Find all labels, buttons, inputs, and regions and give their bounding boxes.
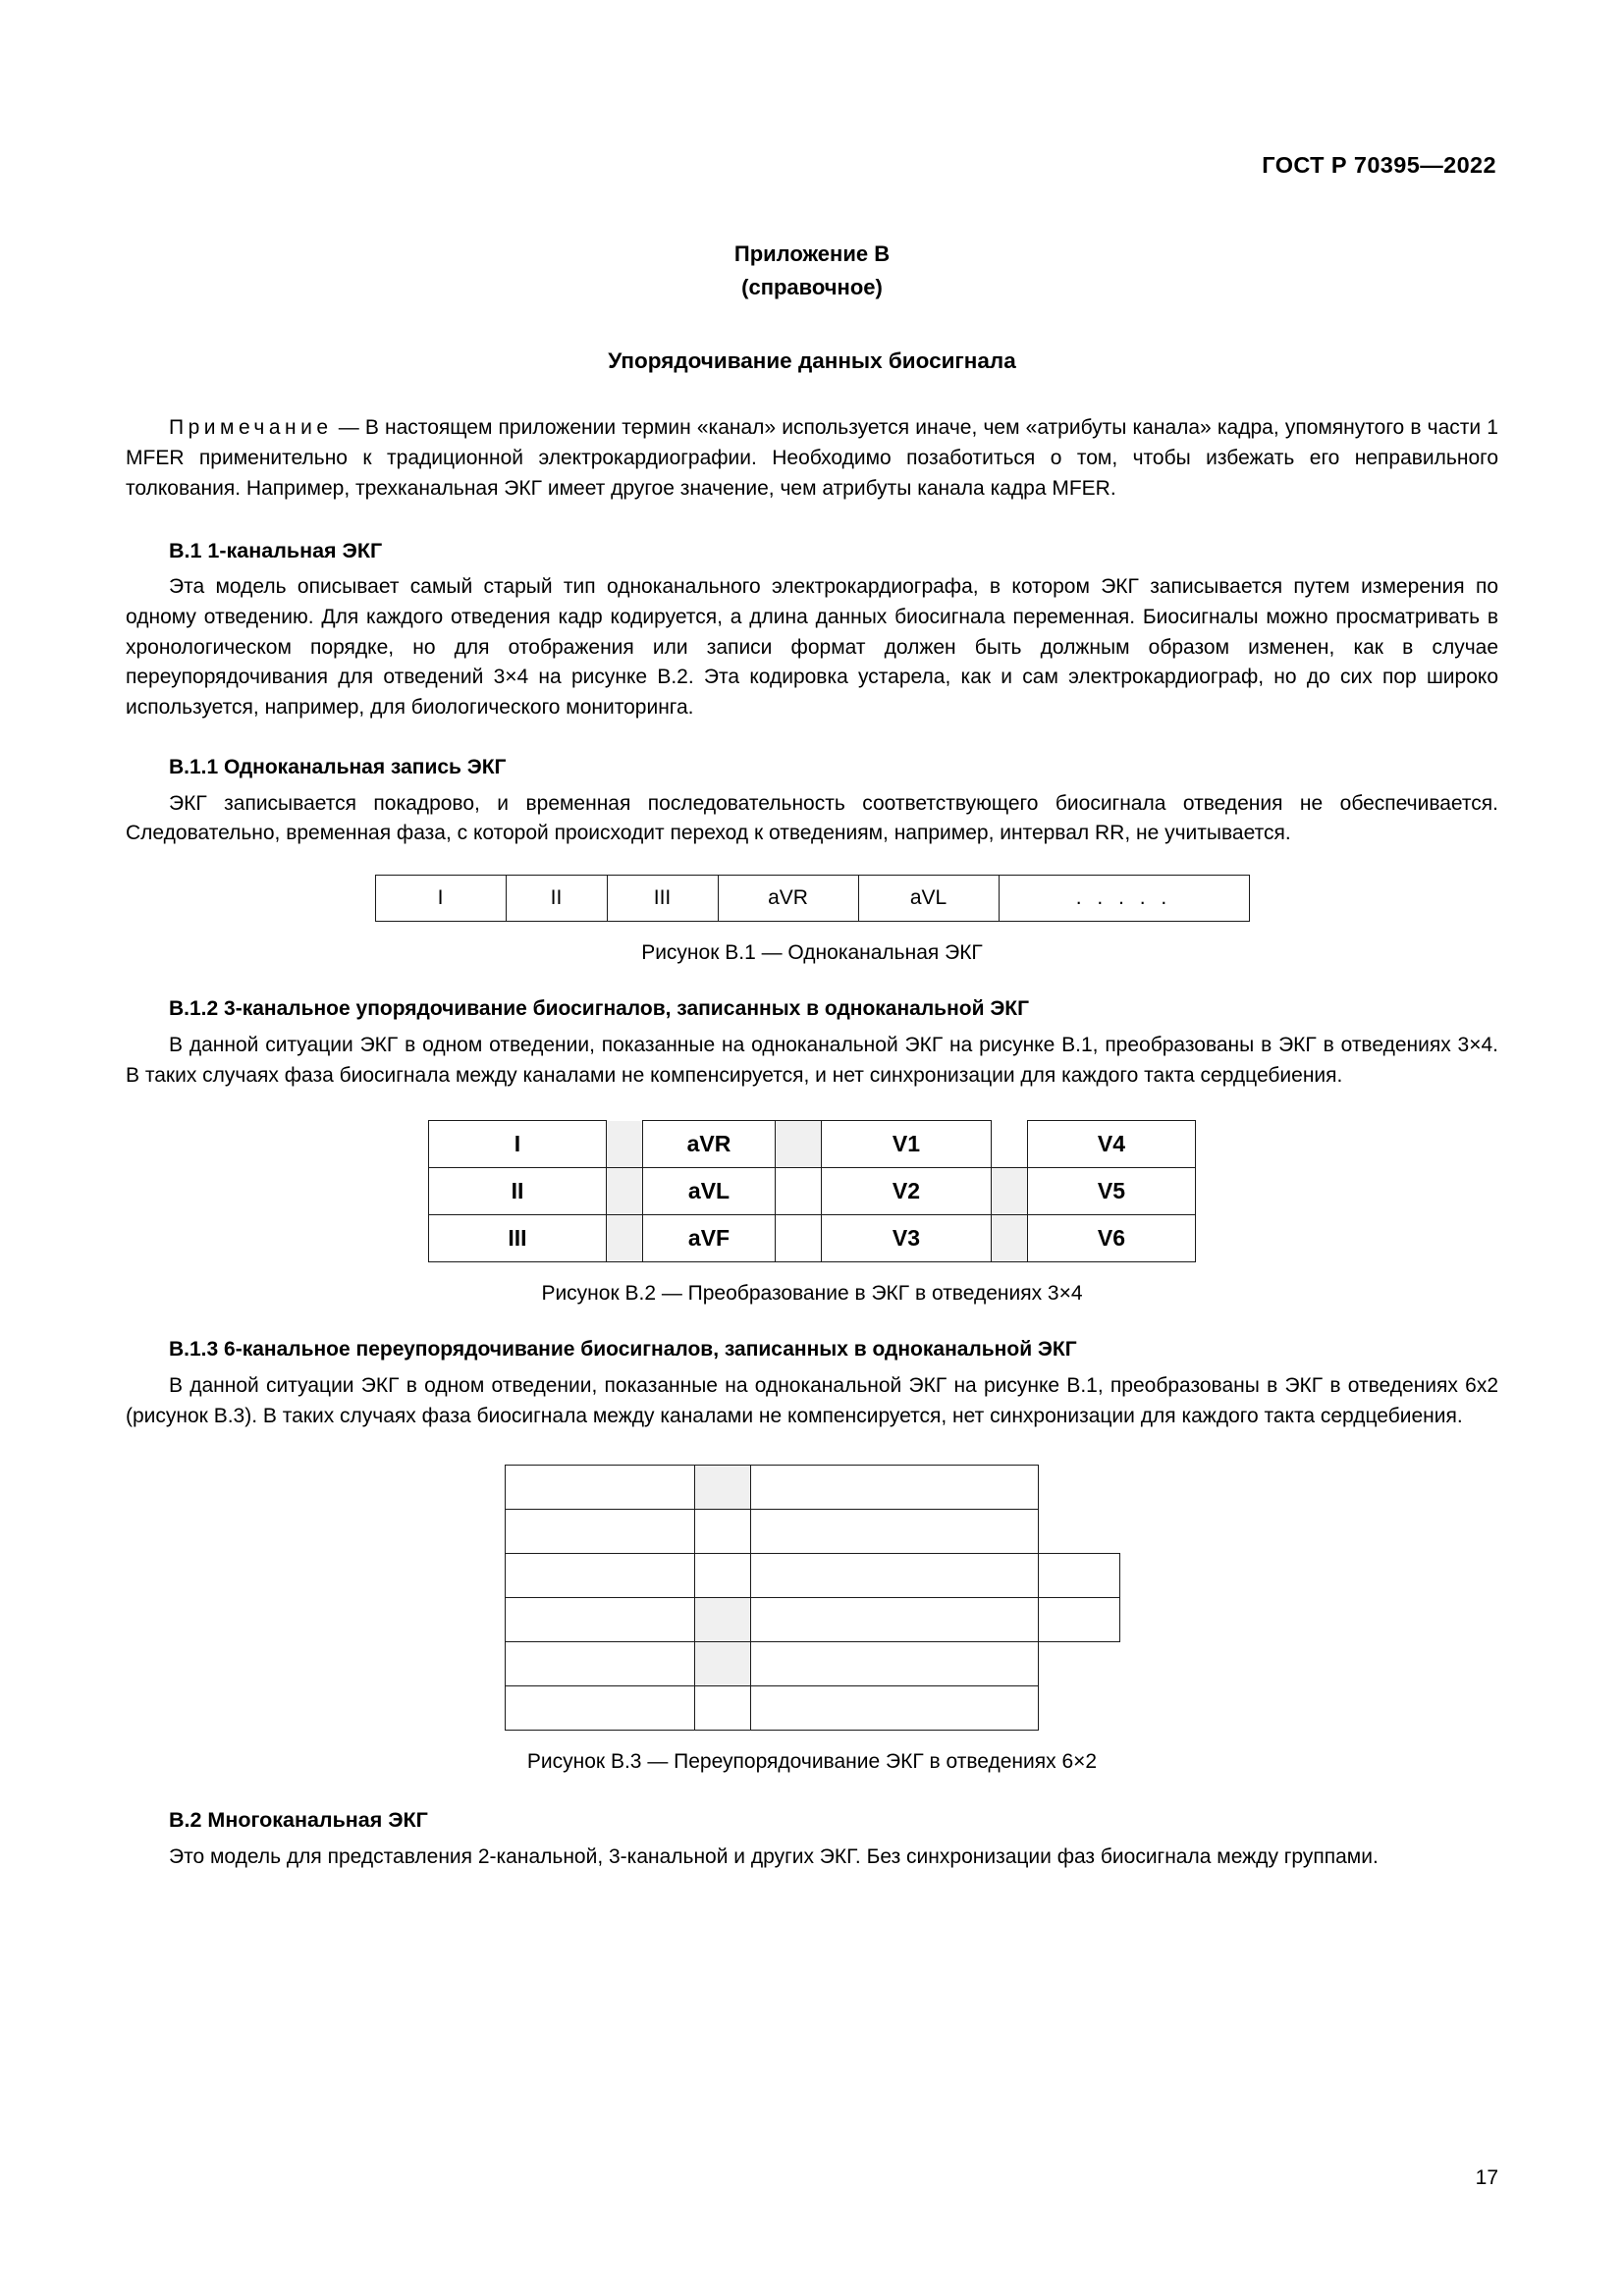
paragraph-b1: Эта модель описывает самый старый тип одноканального электрокардиографа, в котором ЭКГ записывается путем измерения по одному отведению. Для каждого отведения кадр кодируется, а длина данных биосигнала переменная. Биосигналы можно просматривать в хронологическом порядке, но для отображения или записи формат должен быть должным образом изменен, как в случае переупорядочивания для отведений 3×4 на рисунке В.2. Эта кодировка устарела, как и сам электрокардиограф, но до сих пор широко используется, например, для биологического мониторинга.	[126, 574, 1498, 720]
fig3-r1-c1	[505, 1466, 694, 1510]
fig3-r4-c2	[750, 1598, 1038, 1642]
paragraph-b2: Это модель для представления 2-канальной, 3-канальной и других ЭКГ. Без синхронизации фаз биосигнала между группами.	[169, 1844, 1379, 1868]
fig3-r3-c1	[505, 1554, 694, 1598]
figure-b1-caption: Рисунок В.1 — Одноканальная ЭКГ	[641, 941, 983, 965]
fig2-r3-gap1	[607, 1215, 643, 1262]
annex-title: Приложение В	[733, 241, 891, 266]
fig2-r3-c1: III	[429, 1215, 607, 1262]
fig2-r1-c4: V4	[1028, 1121, 1196, 1168]
page-content	[126, 0, 1498, 1872]
fig2-r3-pad	[776, 1215, 822, 1262]
fig3-r4-c1	[505, 1598, 694, 1642]
fig3-r2-c2	[750, 1510, 1038, 1554]
fig2-r2-c1: II	[429, 1168, 607, 1215]
table-row	[429, 1215, 1196, 1262]
fig2-r1-c1: I	[429, 1121, 607, 1168]
paragraph-b12: В данной ситуации ЭКГ в одном отведении, показанные на одноканальной ЭКГ на рисунке В.1, преобразованы в ЭКГ в отведениях 3×4. В таких случаях фаза биосигнала между каналами не компенсируется, и нет синхронизации для каждого такта сердцебиения.	[126, 1033, 1498, 1087]
page-number: 17	[1475, 2166, 1498, 2189]
fig3-r5-gap	[694, 1642, 750, 1686]
fig1-cell-3: III	[607, 876, 718, 922]
paragraph-b13: В данной ситуации ЭКГ в одном отведении, показанные на одноканальной ЭКГ на рисунке В.1, преобразованы в ЭКГ в отведениях 6х2 (рисунок В.3). В таких случаях фаза биосигнала между каналами не компенсируется, нет синхронизации для каждого такта сердцебиения.	[126, 1373, 1498, 1427]
note-text: — В настоящем приложении термин «канал» используется иначе, чем «атрибуты канала» кадра, упомянутого в части 1 MFER применительно к традиционной электрокардиографии. Необходимо позаботиться о том, чтобы избежать его неправильного толкования. Например, трехканальная ЭКГ имеет другое значение, чем атрибуты канала кадра MFER.	[126, 416, 1498, 500]
figure-b1	[126, 875, 1498, 922]
fig3-r3-c3	[1038, 1554, 1119, 1598]
table-row	[505, 1466, 1119, 1510]
table-row	[429, 1121, 1196, 1168]
paragraph-b11: ЭКГ записывается покадрово, и временная последовательность соответствующего биосигнала отведения не обеспечивается. Следовательно, временная фаза, с которой происходит переход к отведениям, например, интервал RR, не учитывается.	[126, 791, 1498, 845]
table-row	[375, 876, 1249, 922]
fig3-r1-c2	[750, 1466, 1038, 1510]
fig3-r3-pad	[694, 1554, 750, 1598]
figure-b2-caption: Рисунок В.2 — Преобразование в ЭКГ в отведениях 3×4	[541, 1282, 1083, 1306]
heading-b11: В.1.1 Одноканальная запись ЭКГ	[169, 756, 507, 779]
fig1-cell-1: I	[375, 876, 506, 922]
fig3-r3-c2	[750, 1554, 1038, 1598]
fig3-r6-pad	[694, 1686, 750, 1731]
heading-b2: В.2 Многоканальная ЭКГ	[169, 1808, 428, 1833]
fig2-r2-c3: V2	[822, 1168, 992, 1215]
fig2-r1-c2: aVR	[643, 1121, 776, 1168]
fig2-r1-gap	[776, 1121, 822, 1168]
note-paragraph	[126, 413, 1498, 505]
heading-b12: В.1.2 3-канальное упорядочивание биосигналов, записанных в одноканальной ЭКГ	[169, 997, 1030, 1021]
table-row	[429, 1168, 1196, 1215]
table-row	[505, 1510, 1119, 1554]
fig3-r2-pad	[694, 1510, 750, 1554]
fig3-r6-c1	[505, 1686, 694, 1731]
annex-section-title: Упорядочивание данных биосигнала	[608, 348, 1016, 374]
heading-b1: В.1 1-канальная ЭКГ	[169, 538, 383, 562]
annex-heading	[126, 238, 1498, 304]
fig2-r2-c2: aVL	[643, 1168, 776, 1215]
fig3-r2-c1	[505, 1510, 694, 1554]
figure-b3-caption: Рисунок В.3 — Переупорядочивание ЭКГ в отведениях 6×2	[526, 1750, 1098, 1774]
figure-b3	[126, 1465, 1498, 1731]
table-row	[505, 1598, 1119, 1642]
fig3-r4-gap	[694, 1598, 750, 1642]
figure-b3-table	[505, 1465, 1120, 1731]
fig3-r1-gap	[694, 1466, 750, 1510]
fig1-cell-4: aVR	[718, 876, 858, 922]
fig1-cell-ellipsis: . . . . .	[999, 876, 1249, 922]
figure-b2	[126, 1120, 1498, 1262]
fig2-r2-c4: V5	[1028, 1168, 1196, 1215]
fig2-r2-gap2	[992, 1168, 1028, 1215]
annex-subtitle: (справочное)	[741, 275, 883, 300]
fig3-r5-c1	[505, 1642, 694, 1686]
fig2-r3-c3: V3	[822, 1215, 992, 1262]
fig2-r3-c4: V6	[1028, 1215, 1196, 1262]
fig3-r6-c2	[750, 1686, 1038, 1731]
fig2-r3-c2: aVF	[643, 1215, 776, 1262]
note-label: Примечание	[169, 416, 333, 440]
heading-b13: В.1.3 6-канальное переупорядочивание биосигналов, записанных в одноканальной ЭКГ	[169, 1338, 1077, 1362]
table-row	[505, 1686, 1119, 1731]
standard-header: ГОСТ Р 70395—2022	[1262, 152, 1496, 178]
figure-b2-table	[428, 1120, 1196, 1262]
fig3-r5-c2	[750, 1642, 1038, 1686]
fig1-cell-2: II	[506, 876, 607, 922]
figure-b1-table	[375, 875, 1250, 922]
fig2-r1-c3: V1	[822, 1121, 992, 1168]
fig2-r3-gap2	[992, 1215, 1028, 1262]
fig1-cell-5: aVL	[858, 876, 999, 922]
fig2-r2-pad	[776, 1168, 822, 1215]
table-row	[505, 1642, 1119, 1686]
table-row	[505, 1554, 1119, 1598]
fig2-r2-gap1	[607, 1168, 643, 1215]
fig3-r4-c3	[1038, 1598, 1119, 1642]
